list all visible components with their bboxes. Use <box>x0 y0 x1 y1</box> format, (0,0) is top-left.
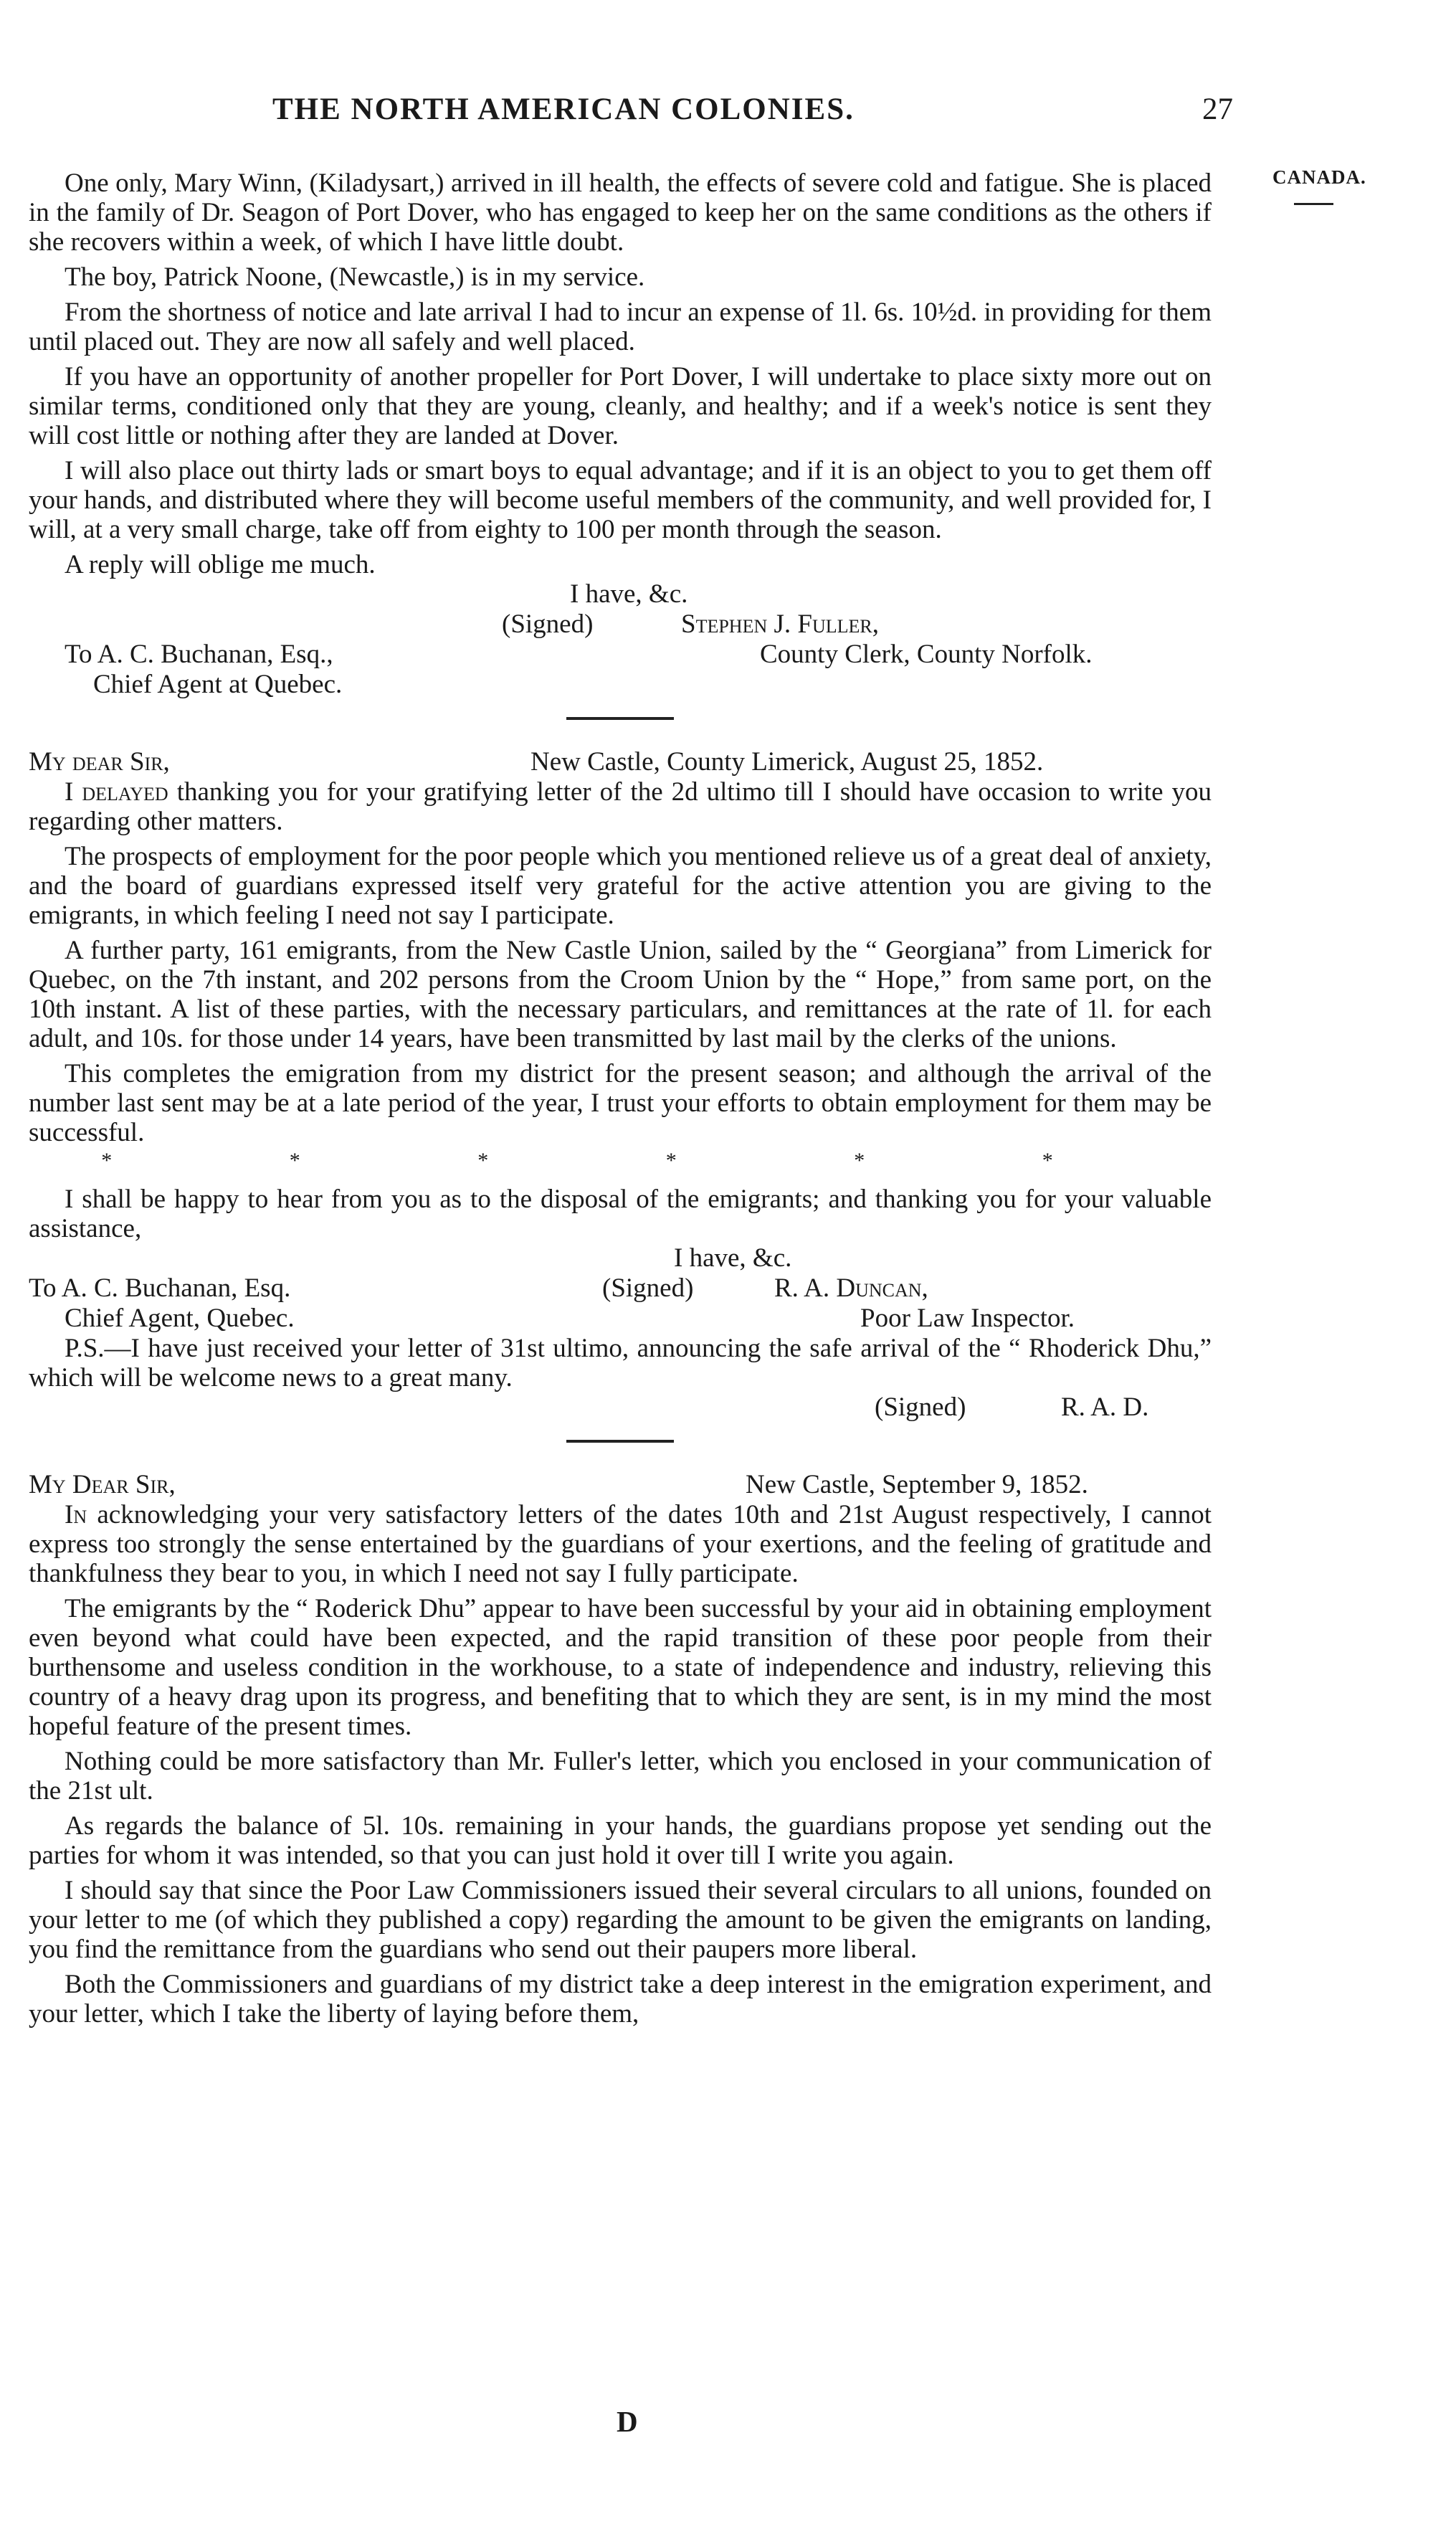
closing-line <box>29 579 1212 609</box>
paragraph: As regards the balance of 5l. 10s. remaining in your hands, the guardians propose yet sending out the parties for whom it was intended, so that you can just hold it over till I write you again. <box>29 1811 1212 1870</box>
paragraph: From the shortness of notice and late arrival I had to incur an expense of 1l. 6s. 10½d. in providing for them until placed out. They are now all safely and well placed. <box>29 298 1212 356</box>
paragraph: Nothing could be more satisfactory than Mr. Fuller's letter, which you enclosed in your communication of the 21st ult. <box>29 1747 1212 1806</box>
address-line <box>29 670 1212 700</box>
letter-fuller <box>29 169 1212 700</box>
signature-line <box>29 1273 1212 1304</box>
closing-line <box>29 1243 1212 1273</box>
address-line <box>29 1304 1212 1334</box>
closing: I have, &c. <box>570 579 688 609</box>
paragraph: The boy, Patrick Noone, (Newcastle,) is in my service. <box>65 262 645 292</box>
ellipsis-stars: * * * * * * <box>101 1149 1139 1172</box>
recipient: To A. C. Buchanan, Esq., <box>65 640 333 669</box>
initials: R. A. D. <box>1061 1392 1149 1422</box>
recipient-title: Chief Agent, Quebec. <box>65 1304 295 1333</box>
letter-heading <box>29 747 1212 777</box>
body-text <box>29 169 1212 2029</box>
paragraph: I should say that since the Poor Law Commissioners issued their several circulars to all unions, founded on your letter to me (of which they published a copy) regarding the amount to be given the emigrants on landing, you find the remittance from the guardians who send out their paupers more liberal. <box>29 1876 1212 1964</box>
recipient: To A. C. Buchanan, Esq. <box>29 1273 291 1303</box>
salutation: My dear Sir, <box>29 747 170 777</box>
section-divider <box>566 1440 674 1443</box>
paragraph: I shall be happy to hear from you as to the disposal of the emigrants; and thanking you for your valuable assistance, <box>29 1185 1212 1243</box>
recipient-title: Chief Agent at Quebec. <box>93 670 343 699</box>
closing: I have, &c. <box>674 1243 792 1273</box>
signer-name: Stephen J. Fuller, <box>681 609 879 639</box>
signed-label: (Signed) <box>502 609 594 639</box>
paragraph: I will also place out thirty lads or smart boys to equal advantage; and if it is an object to you to get them off your hands, and distributed where they will become useful members of the community, and well provided for, I will, at a very small charge, take off from eighty to 100 per month through the season. <box>29 456 1212 544</box>
signer-title: Poor Law Inspector. <box>860 1304 1075 1333</box>
paragraph-text: acknowledging your very satisfactory letters of the dates 10th and 21st August respectively, I cannot express too strongly the sense entertained by the guardians of your exertions, and the feeling of gratitude and thankfulness they bear to you, in which I need not say I fully participate. <box>29 1500 1212 1588</box>
running-head: THE NORTH AMERICAN COLONIES. <box>272 92 855 126</box>
letter-duncan-august <box>29 747 1212 1423</box>
paragraph: If you have an opportunity of another propeller for Port Dover, I will undertake to place sixty more out on similar terms, conditioned only that they are young, cleanly, and healthy; and if a week's notice is sent they will cost little or nothing after they are landed at Dover. <box>29 362 1212 450</box>
margin-rule <box>1294 203 1333 205</box>
paragraph: This completes the emigration from my district for the present season; and although the arrival of the number last sent may be at a late period of the year, I trust your efforts to obtain employment for them may be successful. <box>29 1059 1212 1147</box>
paragraph: One only, Mary Winn, (Kiladysart,) arrived in ill health, the effects of severe cold and fatigue. She is placed in the family of Dr. Seagon of Port Dover, who has engaged to keep her on the same conditions as the others if she recovers within a week, of which I have little doubt. <box>29 169 1212 257</box>
postscript-signature <box>29 1392 1212 1423</box>
postscript: P.S.—I have just received your letter of 31st ultimo, announcing the safe arrival of the “ Rhoderick Dhu,” which will be welcome news to a great many. <box>29 1334 1212 1392</box>
address-line <box>29 640 1212 670</box>
lead-words: In <box>65 1500 87 1529</box>
lead-words: I delayed <box>65 777 168 807</box>
signature-line <box>29 609 1212 640</box>
paragraph: The emigrants by the “ Roderick Dhu” appear to have been successful by your aid in obtaining employment even beyond what could have been expected, and the rapid transition of these poor people from their burthensome and useless condition in the workhouse, to a state of independence and industry, relieving this country of a heavy drag upon its progress, and benefiting that to which they are sent, is in my mind the most hopeful feature of the present times. <box>29 1594 1212 1741</box>
paragraph <box>29 1500 1212 1588</box>
paragraph: The prospects of employment for the poor people which you mentioned relieve us of a great deal of anxiety, and the board of guardians expressed itself very grateful for the active attention you are giving to the emigrants, in which feeling I need not say I participate. <box>29 842 1212 930</box>
paragraph <box>29 777 1212 836</box>
margin-note: CANADA. <box>1272 166 1366 188</box>
paragraph: A reply will oblige me much. <box>65 550 376 579</box>
page-header <box>43 92 1233 135</box>
paragraph: A further party, 161 emigrants, from the New Castle Union, sailed by the “ Georgiana” from Limerick for Quebec, on the 7th instant, and 202 persons from the Croom Union by the “ Hope,” from same port, on the 10th instant. A list of these parties, with the necessary particulars, and remittances at the rate of 1l. for each adult, and 10s. for those under 14 years, have been transmitted by last mail by the clerks of the unions. <box>29 936 1212 1053</box>
signed-label: (Signed) <box>875 1392 966 1422</box>
salutation: My Dear Sir, <box>29 1470 176 1499</box>
paragraph: Both the Commissioners and guardians of my district take a deep interest in the emigration experiment, and your letter, which I take the liberty of laying before them, <box>29 1970 1212 2029</box>
letter-duncan-september <box>29 1470 1212 2029</box>
letter-heading <box>29 1470 1212 1500</box>
signature-mark: D <box>617 2405 638 2438</box>
signer-name: R. A. Duncan, <box>774 1273 928 1303</box>
dateline: New Castle, September 9, 1852. <box>746 1470 1088 1499</box>
signed-label: (Signed) <box>602 1273 694 1303</box>
page-number: 27 <box>1202 92 1233 126</box>
paragraph-text: thanking you for your gratifying letter of the 2d ultimo till I should have occasion to write you regarding other matters. <box>29 777 1212 836</box>
section-divider <box>566 717 674 720</box>
dateline: New Castle, County Limerick, August 25, 1852. <box>530 747 1044 777</box>
signer-title: County Clerk, County Norfolk. <box>760 640 1093 669</box>
